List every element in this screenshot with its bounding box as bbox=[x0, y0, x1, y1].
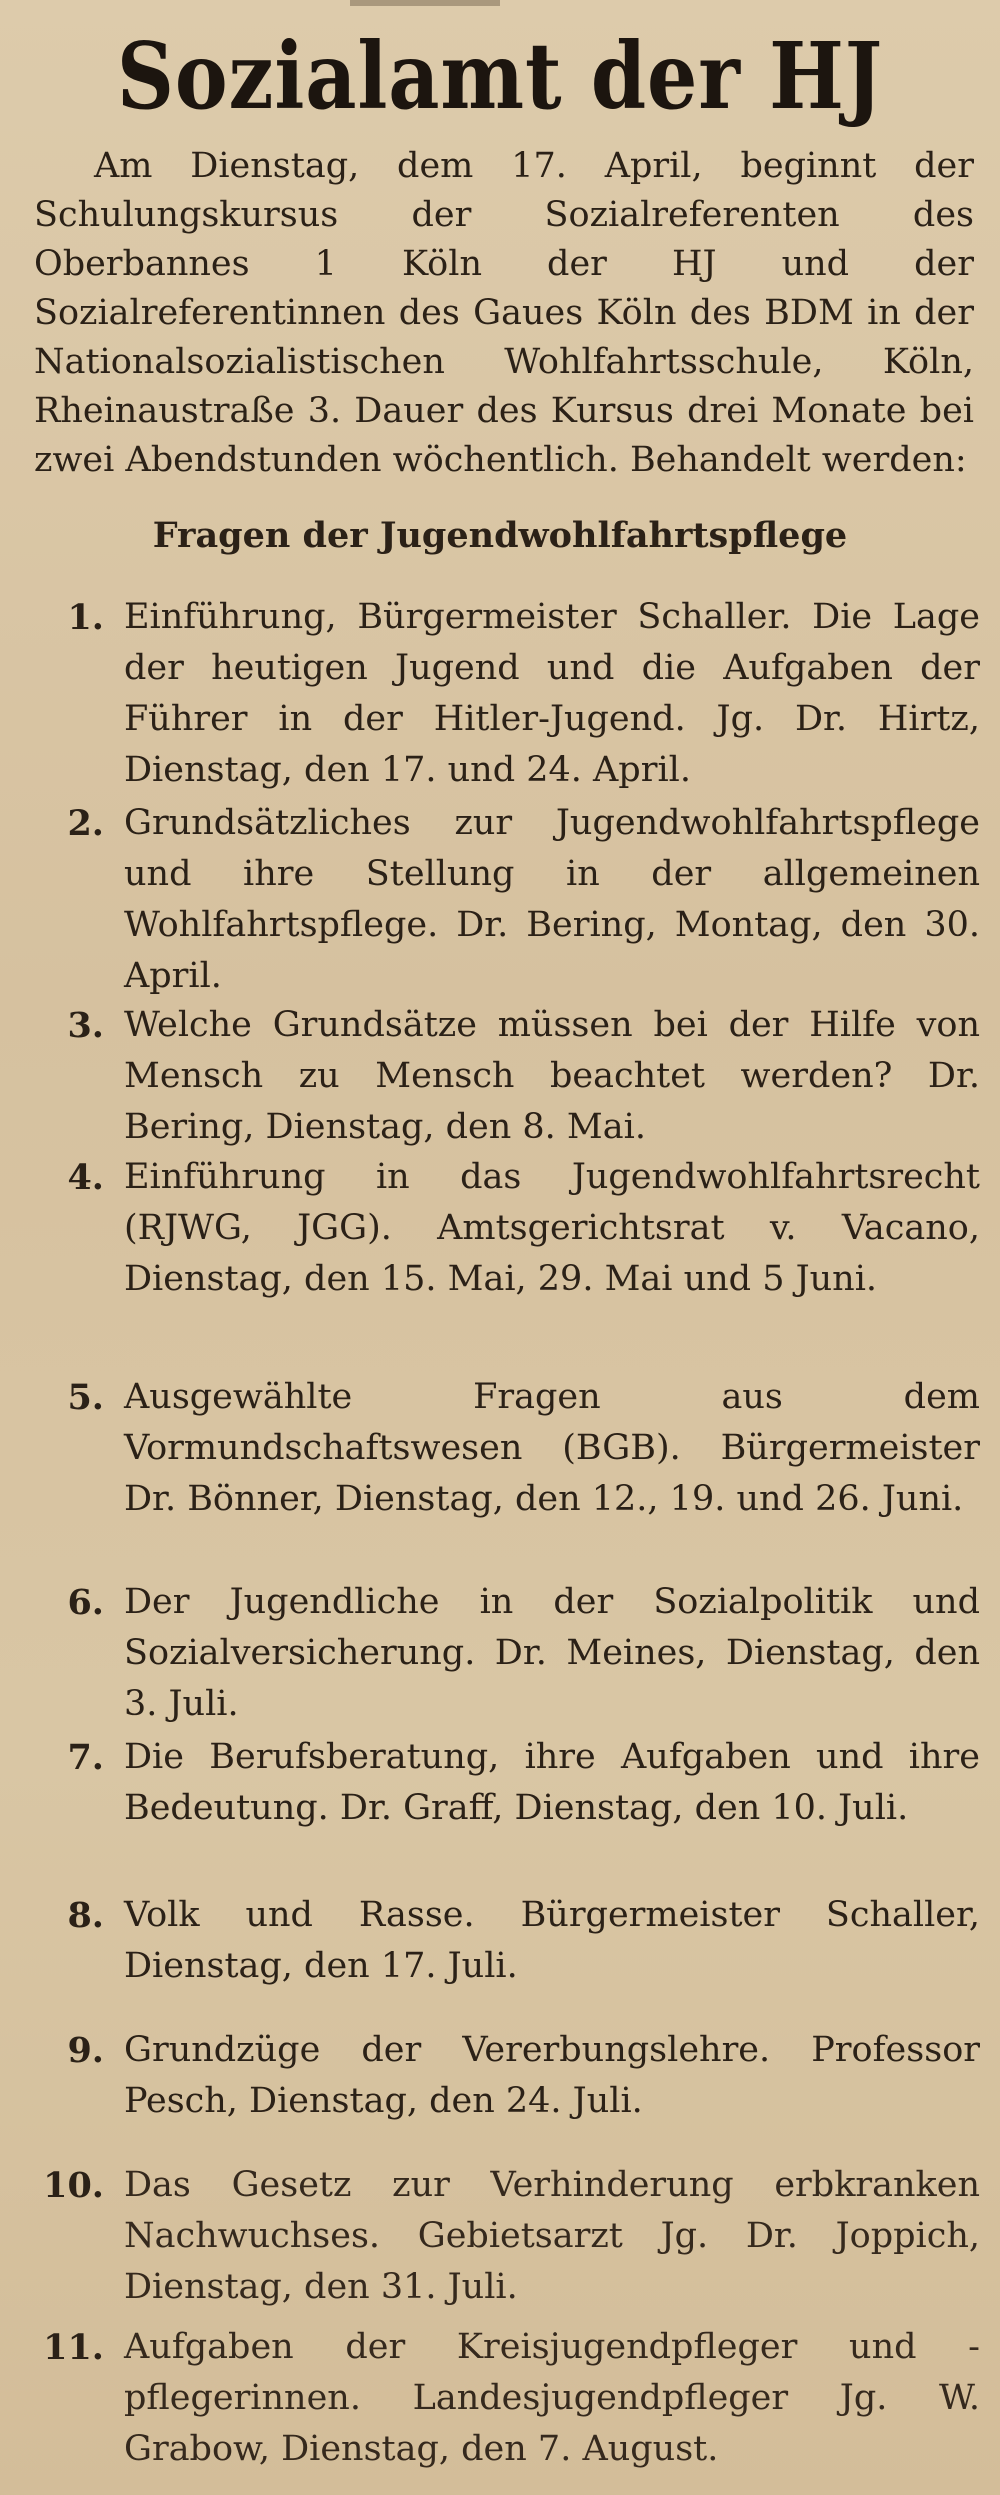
list-item-text: Einführung, Bürgermeister Schaller. Die Lage der heutigen Jugend und die Aufgaben der Führer in der Hitler-Jugend. Jg. Dr. Hirtz, Dienstag, den 17. und 24. April. bbox=[124, 597, 980, 790]
list-item bbox=[20, 1577, 980, 1730]
list-item-text: Einführung in das Jugendwohlfahrtsrecht (RJWG, JGG). Amtsgerichtsrat v. Vacano, Dienstag, den 15. Mai, 29. Mai und 5 Juni. bbox=[124, 1157, 980, 1299]
list-item bbox=[20, 1372, 980, 1525]
list-item-text: Die Berufsberatung, ihre Aufgaben und ihre Bedeutung. Dr. Graff, Dienstag, den 10. Juli. bbox=[124, 1737, 980, 1828]
list-item-text: Das Gesetz zur Verhinderung erbkranken Nachwuchses. Gebietsarzt Jg. Dr. Joppich, Dienstag, den 31. Juli. bbox=[124, 2165, 980, 2307]
list-item-number: 9. bbox=[67, 2030, 104, 2071]
list-item-number: 2. bbox=[67, 803, 104, 844]
list-item-text: Der Jugendliche in der Sozialpolitik und Sozialversicherung. Dr. Meines, Dienstag, den 3. Juli. bbox=[124, 1582, 980, 1724]
top-rule bbox=[350, 0, 500, 6]
list-item-number: 10. bbox=[43, 2165, 104, 2206]
list-item-number: 4. bbox=[67, 1157, 104, 1198]
list-item bbox=[20, 798, 980, 1002]
article-intro: Am Dienstag, dem 17. April, beginnt der Schulungskursus der Sozialreferenten des Oberbannes 1 Köln der HJ und der Sozialreferentinnen des Gaues Köln des BDM in der Nationalsozialistischen Wohlfahrtsschule, Köln, Rheinaustraße 3. Dauer des Kursus drei Monate bei zwei Abendstunden wöchentlich. Behandelt werden: bbox=[34, 146, 974, 480]
list-item-number: 5. bbox=[67, 1377, 104, 1418]
list-item-number: 6. bbox=[67, 1582, 104, 1623]
list-item bbox=[20, 2025, 980, 2127]
list-item bbox=[20, 1152, 980, 1305]
list-item bbox=[20, 2322, 980, 2475]
list-item bbox=[20, 1000, 980, 1153]
list-item bbox=[20, 592, 980, 796]
list-item-text: Aufgaben der Kreisjugendpfleger und -pflegerinnen. Landesjugendpfleger Jg. W. Grabow, Dienstag, den 7. August. bbox=[124, 2327, 980, 2469]
list-item-number: 3. bbox=[67, 1005, 104, 1046]
list-item-number: 8. bbox=[67, 1895, 104, 1936]
list-item bbox=[20, 1732, 980, 1834]
list-item-text: Grundsätzliches zur Jugendwohlfahrtspflege und ihre Stellung in der allgemeinen Wohlfahrtspflege. Dr. Bering, Montag, den 30. April. bbox=[124, 803, 980, 996]
list-item-text: Welche Grundsätze müssen bei der Hilfe von Mensch zu Mensch beachtet werden? Dr. Bering, Dienstag, den 8. Mai. bbox=[124, 1005, 980, 1147]
list-item-number: 1. bbox=[67, 597, 104, 638]
list-item bbox=[20, 2160, 980, 2313]
list-item bbox=[20, 1890, 980, 1992]
list-item-text: Volk und Rasse. Bürgermeister Schaller, Dienstag, den 17. Juli. bbox=[124, 1895, 980, 1986]
section-heading: Fragen der Jugendwohlfahrtspflege bbox=[152, 515, 848, 556]
article-title: Sozialamt der HJ bbox=[116, 22, 884, 130]
list-item-text: Grundzüge der Vererbungslehre. Professor Pesch, Dienstag, den 24. Juli. bbox=[124, 2030, 980, 2121]
list-item-text: Ausgewählte Fragen aus dem Vormundschaftswesen (BGB). Bürgermeister Dr. Bönner, Dienstag, den 12., 19. und 26. Juni. bbox=[124, 1377, 980, 1519]
list-item-number: 7. bbox=[67, 1737, 104, 1778]
list-item-number: 11. bbox=[43, 2327, 104, 2368]
